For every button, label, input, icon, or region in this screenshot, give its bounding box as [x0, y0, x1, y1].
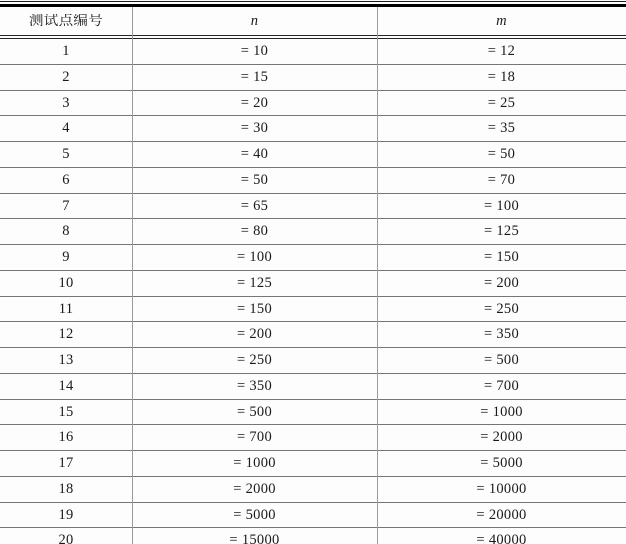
m-value-cell: = 200: [483, 275, 520, 291]
m-value-cell: = 40000: [476, 533, 527, 544]
table-body: [0, 39, 626, 544]
table-row: [0, 270, 626, 296]
table-row: [0, 373, 626, 399]
column-divider-1: [132, 7, 133, 544]
m-value-cell: = 5000: [480, 456, 523, 471]
n-value-cell: = 150: [236, 301, 273, 317]
header-testpoint-id: 测试点编号: [29, 13, 103, 29]
table-header-row: [0, 7, 626, 35]
testpoint-id-cell: 15: [58, 404, 74, 420]
m-value-cell: = 150: [483, 250, 520, 265]
m-value-cell: = 500: [483, 353, 520, 368]
constraints-table: [0, 1, 626, 544]
table-row: [0, 399, 626, 425]
testpoint-id-cell: 16: [58, 430, 74, 445]
m-value-cell: = 1000: [480, 404, 523, 420]
n-value-cell: = 500: [236, 404, 273, 420]
table-row: [0, 296, 626, 322]
n-value-cell: = 30: [240, 121, 269, 136]
table-row: [0, 64, 626, 90]
testpoint-id-cell: 2: [62, 69, 70, 85]
n-value-cell: = 40: [240, 147, 269, 162]
testpoint-id-cell: 10: [58, 275, 74, 291]
table-row: [0, 476, 626, 502]
n-value-cell: = 1000: [233, 456, 276, 471]
table-row: [0, 193, 626, 219]
table-row: [0, 321, 626, 347]
testpoint-id-cell: 5: [62, 147, 70, 162]
testpoint-id-cell: 19: [58, 507, 74, 523]
n-value-cell: = 2000: [233, 481, 276, 497]
n-value-cell: = 15000: [229, 533, 280, 544]
testpoint-id-cell: 8: [62, 224, 70, 239]
table-row: [0, 218, 626, 244]
n-value-cell: = 20: [240, 95, 269, 111]
table-row: [0, 450, 626, 476]
m-value-cell: = 125: [483, 224, 520, 239]
n-value-cell: = 5000: [233, 507, 276, 523]
testpoint-id-cell: 17: [58, 456, 74, 471]
table-row: [0, 39, 626, 64]
header-m: m: [496, 13, 507, 29]
n-value-cell: = 15: [240, 69, 269, 85]
table-row: [0, 502, 626, 528]
m-value-cell: = 12: [487, 44, 516, 59]
table-row: [0, 424, 626, 450]
table-row: [0, 527, 626, 544]
m-value-cell: = 350: [483, 327, 520, 342]
testpoint-id-cell: 13: [58, 353, 74, 368]
testpoint-id-cell: 6: [62, 172, 70, 188]
testpoint-id-cell: 1: [62, 44, 70, 59]
m-value-cell: = 2000: [480, 430, 523, 445]
testpoint-id-cell: 18: [58, 481, 74, 497]
m-value-cell: = 25: [487, 95, 516, 111]
testpoint-id-cell: 11: [58, 301, 74, 317]
m-value-cell: = 50: [487, 147, 516, 162]
n-value-cell: = 100: [236, 250, 273, 265]
testpoint-id-cell: 7: [62, 198, 70, 214]
m-value-cell: = 100: [483, 198, 520, 214]
n-value-cell: = 700: [236, 430, 273, 445]
m-value-cell: = 70: [487, 172, 516, 188]
n-value-cell: = 200: [236, 327, 273, 342]
m-value-cell: = 20000: [476, 507, 527, 523]
m-value-cell: = 250: [483, 301, 520, 317]
testpoint-id-cell: 3: [62, 95, 70, 111]
table-row: [0, 90, 626, 116]
n-value-cell: = 50: [240, 172, 269, 188]
n-value-cell: = 350: [236, 378, 273, 394]
testpoint-id-cell: 14: [58, 378, 74, 394]
table-row: [0, 347, 626, 373]
testpoint-id-cell: 4: [62, 121, 70, 136]
n-value-cell: = 250: [236, 353, 273, 368]
table-row: [0, 141, 626, 167]
column-divider-2: [377, 7, 378, 544]
testpoint-id-cell: 9: [62, 250, 70, 265]
table-row: [0, 115, 626, 141]
testpoint-id-cell: 20: [58, 533, 74, 544]
testpoint-id-cell: 12: [58, 327, 74, 342]
m-value-cell: = 10000: [476, 481, 527, 497]
n-value-cell: = 125: [236, 275, 273, 291]
n-value-cell: = 65: [240, 198, 269, 214]
table-row: [0, 244, 626, 270]
n-value-cell: = 80: [240, 224, 269, 239]
n-value-cell: = 10: [240, 44, 269, 59]
m-value-cell: = 700: [483, 378, 520, 394]
header-n: n: [250, 13, 259, 29]
table-row: [0, 167, 626, 193]
m-value-cell: = 35: [487, 121, 516, 136]
m-value-cell: = 18: [487, 69, 516, 85]
